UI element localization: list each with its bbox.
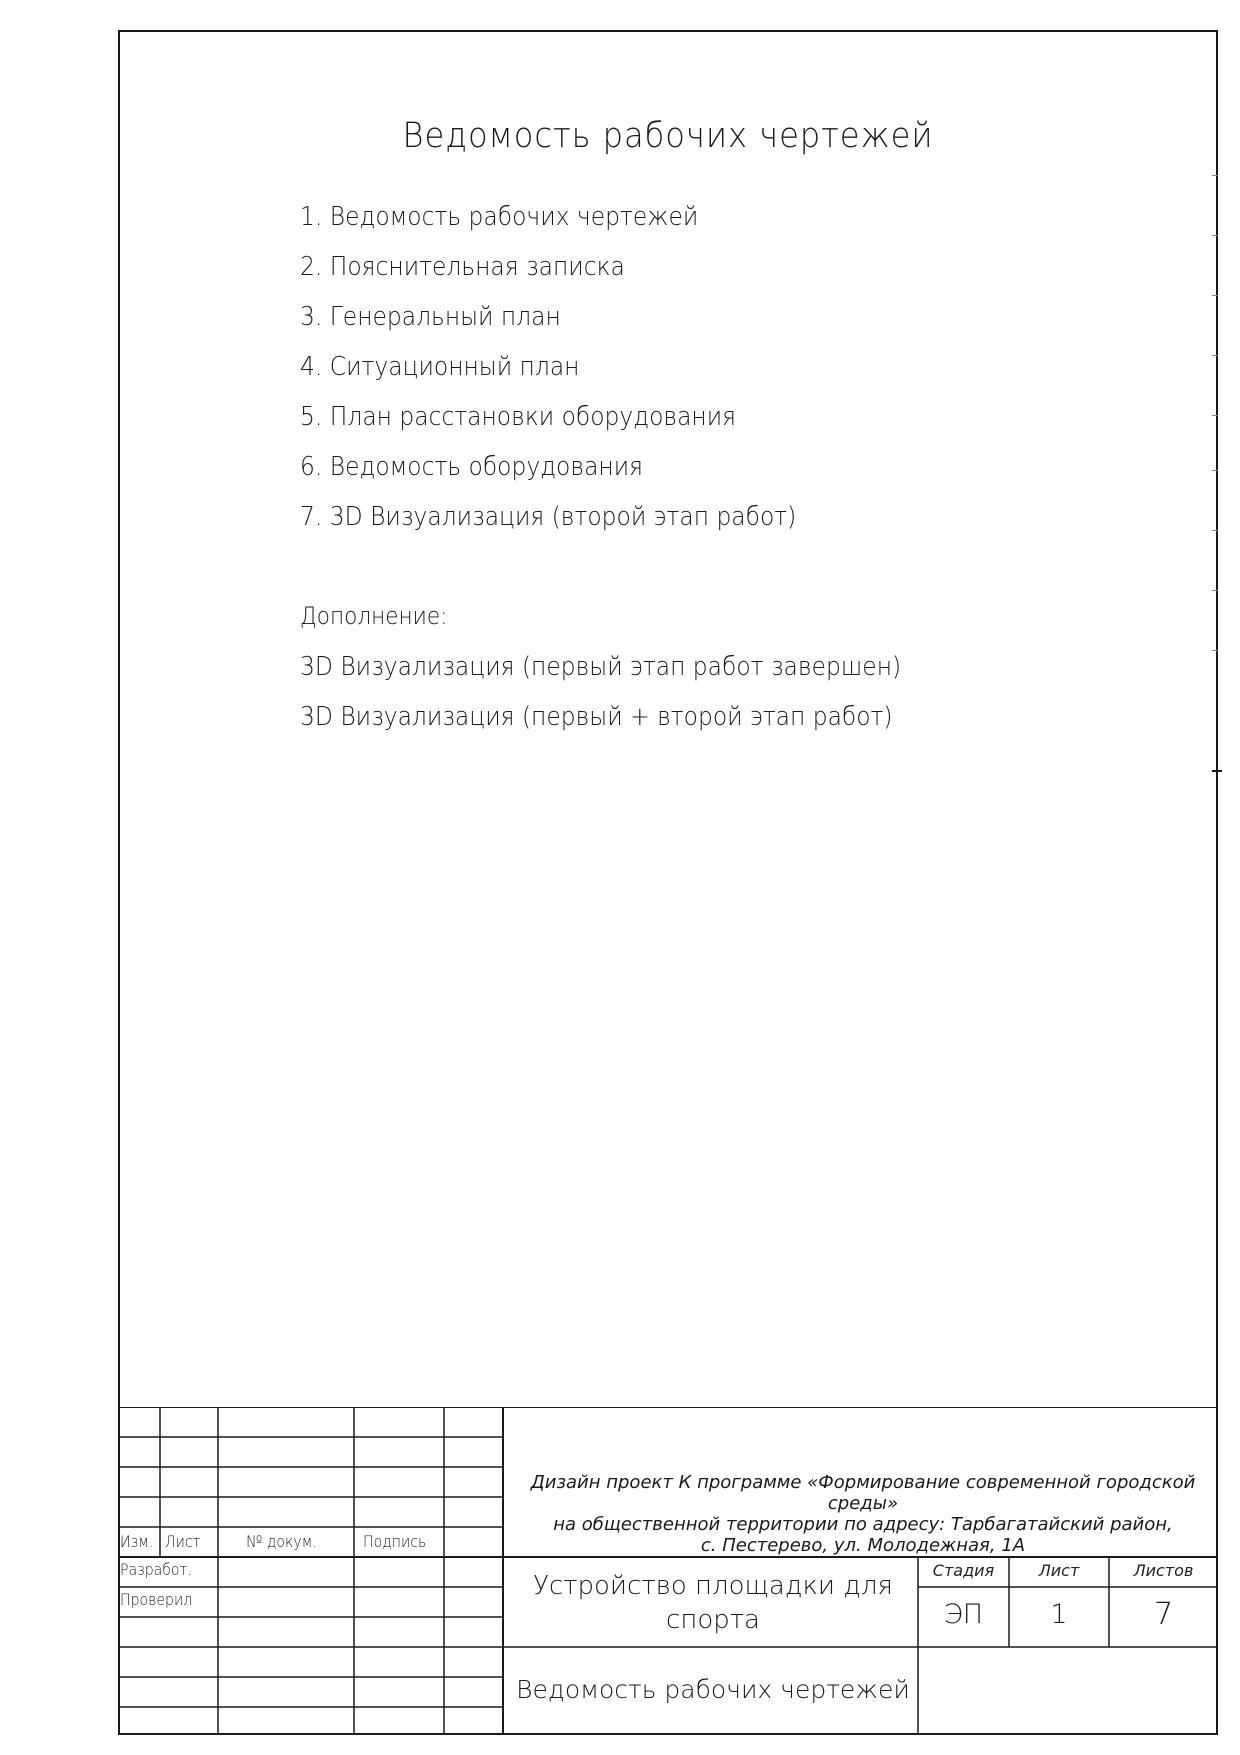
project-line: на общественной территории по адресу: Тарбагатайский район, xyxy=(553,1514,1173,1535)
object-name-line: спорта xyxy=(666,1605,760,1635)
addendum-label: Дополнение: xyxy=(300,602,448,630)
list-item: 1. Ведомость рабочих чертежей xyxy=(300,202,699,232)
edge-tick xyxy=(1212,770,1222,772)
sheet-label: Лист xyxy=(1038,1561,1080,1580)
edge-tick xyxy=(1212,355,1218,356)
sheet-value: 1 xyxy=(1050,1599,1068,1630)
addendum-item: 3D Визуализация (первый этап работ завершен) xyxy=(300,652,902,682)
izm-header: Изм. xyxy=(120,1532,154,1551)
edge-tick xyxy=(1212,415,1218,416)
edge-tick xyxy=(1212,470,1218,471)
sheets-value: 7 xyxy=(1153,1597,1174,1632)
signature-header: Подпись xyxy=(363,1532,427,1551)
edge-tick xyxy=(1212,590,1218,591)
sheet-title: Ведомость рабочих чертежей xyxy=(516,1675,910,1704)
edge-tick xyxy=(1212,295,1218,296)
object-name-line: Устройство площадки для xyxy=(533,1571,893,1601)
stage-label: Стадия xyxy=(932,1561,995,1580)
list-item: 5. План расстановки оборудования xyxy=(300,402,737,432)
project-line: Дизайн проект К программе «Формирование современной городской среды» xyxy=(530,1472,1196,1514)
list-header: Лист xyxy=(165,1532,201,1551)
edge-tick xyxy=(1212,235,1218,236)
project-description xyxy=(508,1472,1218,1556)
list-item: 3. Генеральный план xyxy=(300,302,561,332)
page-title: Ведомость рабочих чертежей xyxy=(402,116,934,156)
edge-tick xyxy=(1212,175,1218,176)
addendum-item: 3D Визуализация (первый + второй этап работ) xyxy=(300,702,893,732)
list-item: 2. Пояснительная записка xyxy=(300,252,625,282)
checked-label: Проверил xyxy=(120,1590,193,1609)
developed-label: Разработ. xyxy=(120,1560,192,1579)
doc-number-header: № докум. xyxy=(246,1532,317,1551)
list-item: 4. Ситуационный план xyxy=(300,352,580,382)
title-block xyxy=(118,1407,1218,1735)
stage-value: ЭП xyxy=(943,1599,984,1630)
project-line: с. Пестерево, ул. Молодежная, 1А xyxy=(700,1535,1026,1556)
edge-tick xyxy=(1212,530,1218,531)
edge-tick xyxy=(1212,650,1218,651)
object-name xyxy=(508,1569,918,1637)
list-item: 7. 3D Визуализация (второй этап работ) xyxy=(300,502,797,532)
list-item: 6. Ведомость оборудования xyxy=(300,452,643,482)
sheets-label: Листов xyxy=(1133,1561,1194,1580)
